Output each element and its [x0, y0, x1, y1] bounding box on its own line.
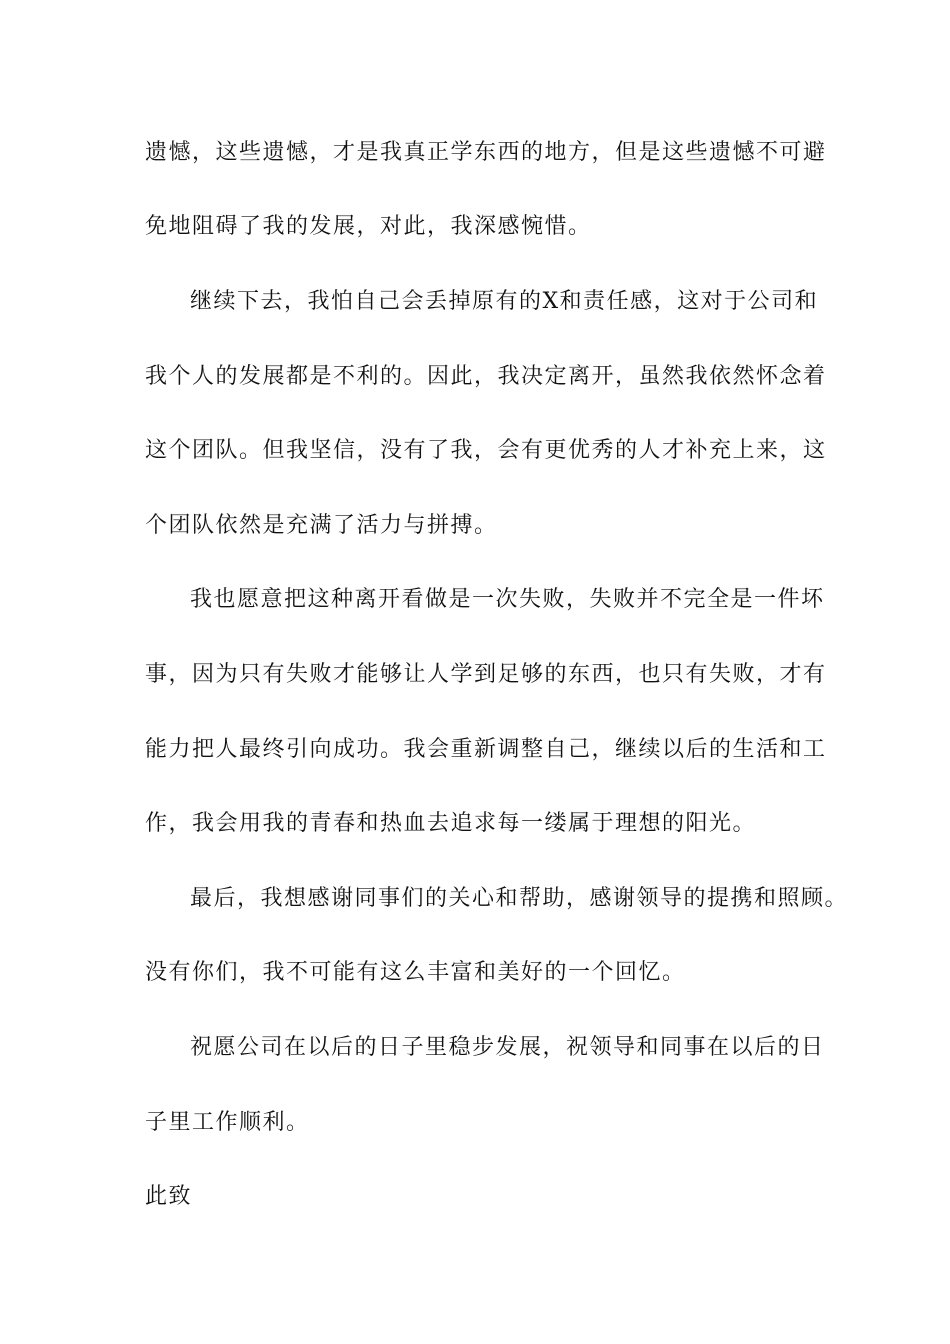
paragraph-start-line: 祝愿公司在以后的日子里稳步发展，祝领导和同事在以后的日 [190, 1035, 825, 1060]
text-line: 免地阻碍了我的发展，对此，我深感惋惜。 [145, 214, 592, 239]
text-line: 个团队依然是充满了活力与拼搏。 [145, 513, 498, 538]
text-line: 没有你们，我不可能有这么丰富和美好的一个回忆。 [145, 960, 686, 985]
text-line: 事，因为只有失败才能够让人学到足够的东西，也只有失败，才有 [145, 662, 827, 687]
text-line: 我个人的发展都是不利的。因此，我决定离开，虽然我依然怀念着 [145, 364, 827, 389]
paragraph-start-line: 继续下去，我怕自己会丢掉原有的X和责任感，这对于公司和 [190, 289, 819, 314]
text-line: 作，我会用我的青春和热血去追求每一缕属于理想的阳光。 [145, 811, 757, 836]
paragraph-start-line: 最后，我想感谢同事们的关心和帮助，感谢领导的提携和照顾。 [190, 886, 849, 911]
text-line: 这个团队。但我坚信，没有了我，会有更优秀的人才补充上来，这 [145, 438, 827, 463]
closing-line: 此致 [145, 1184, 193, 1209]
text-line: 能力把人最终引向成功。我会重新调整自己，继续以后的生活和工 [145, 737, 827, 762]
paragraph-start-line: 我也愿意把这种离开看做是一次失败，失败并不完全是一件坏 [190, 587, 825, 612]
text-line: 遗憾，这些遗憾，才是我真正学东西的地方，但是这些遗憾不可避 [145, 140, 827, 165]
text-line: 子里工作顺利。 [145, 1110, 310, 1135]
